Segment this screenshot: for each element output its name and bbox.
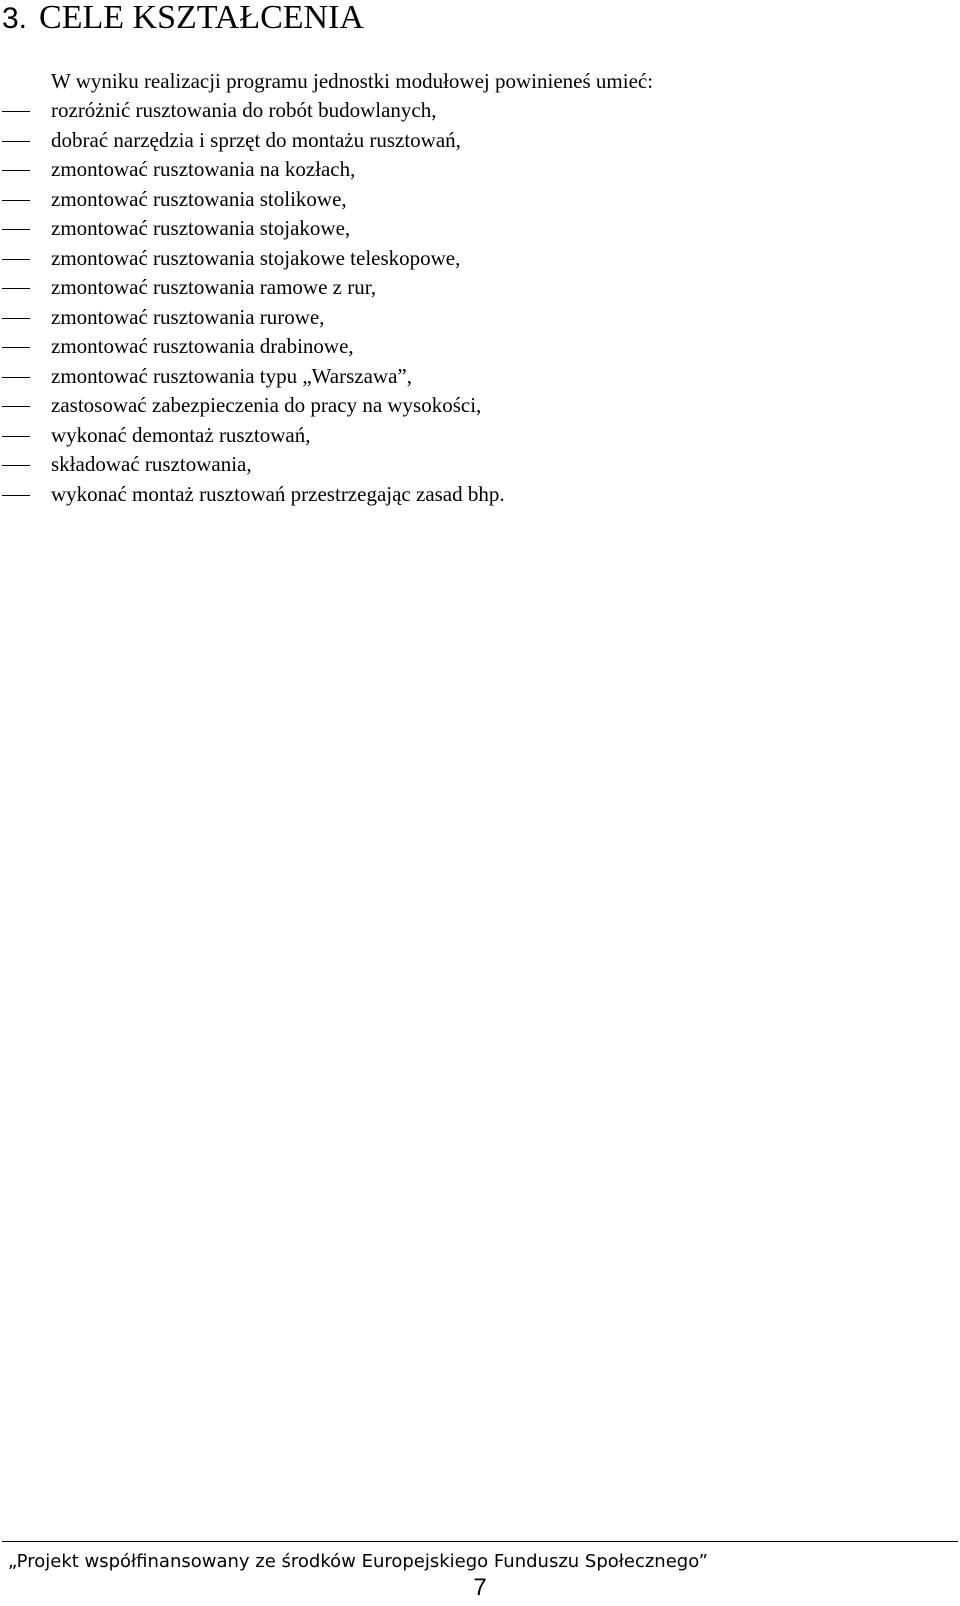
- dash-bullet-icon: [2, 200, 30, 201]
- list-item-text: rozróżnić rusztowania do robót budowlanych,: [51, 98, 437, 122]
- footer-divider: [2, 1541, 958, 1542]
- list-item-text: zmontować rusztowania na kozłach,: [51, 157, 356, 181]
- page-number: 7: [473, 1574, 487, 1601]
- list-item-text: dobrać narzędzia i sprzęt do montażu rusztowań,: [51, 127, 461, 152]
- dash-bullet-icon: [2, 495, 30, 496]
- dash-bullet-icon: [2, 436, 30, 437]
- section-title: CELE KSZTAŁCENIA: [39, 0, 364, 36]
- list-item: [0, 244, 505, 274]
- list-item: [0, 450, 505, 480]
- list-item-text: wykonać demontaż rusztowań,: [51, 422, 311, 447]
- dash-bullet-icon: [2, 347, 30, 348]
- dash-bullet-icon: [2, 111, 30, 112]
- objectives-list: [0, 96, 505, 509]
- list-item: [0, 332, 505, 362]
- list-item: [0, 391, 505, 421]
- list-item: [0, 214, 505, 244]
- list-item-text: zmontować rusztowania stolikowe,: [51, 186, 347, 211]
- list-item-text: wykonać montaż rusztowań przestrzegając zasad bhp.: [51, 481, 505, 506]
- list-item-text: zmontować rusztowania drabinowe,: [51, 334, 354, 358]
- list-item: [0, 480, 505, 510]
- list-item: [0, 421, 505, 451]
- list-item: [0, 185, 505, 215]
- section-heading: [2, 0, 364, 37]
- list-item-text: zmontować rusztowania ramowe z rur,: [51, 275, 377, 299]
- dash-bullet-icon: [2, 141, 30, 142]
- list-item-text: zmontować rusztowania stojakowe teleskopowe,: [51, 245, 461, 270]
- section-number: 3.: [2, 2, 28, 35]
- dash-bullet-icon: [2, 318, 30, 319]
- list-item: [0, 96, 505, 126]
- footer-project-note: „Projekt współfinansowany ze środków Europejskiego Funduszu Społecznego”: [8, 1551, 708, 1572]
- dash-bullet-icon: [2, 377, 30, 378]
- intro-text: W wyniku realizacji programu jednostki modułowej powinieneś umieć:: [51, 69, 654, 93]
- list-item-text: zmontować rusztowania typu „Warszawa”,: [51, 363, 412, 388]
- dash-bullet-icon: [2, 259, 30, 260]
- list-item: [0, 126, 505, 156]
- list-item: [0, 362, 505, 392]
- dash-bullet-icon: [2, 170, 30, 171]
- list-item: [0, 303, 505, 333]
- list-item-text: zmontować rusztowania stojakowe,: [51, 216, 351, 240]
- list-item: [0, 155, 505, 185]
- dash-bullet-icon: [2, 465, 30, 466]
- list-item-text: zastosować zabezpieczenia do pracy na wysokości,: [51, 393, 482, 417]
- list-item-text: składować rusztowania,: [51, 452, 252, 476]
- dash-bullet-icon: [2, 288, 30, 289]
- dash-bullet-icon: [2, 229, 30, 230]
- dash-bullet-icon: [2, 406, 30, 407]
- list-item: [0, 273, 505, 303]
- list-item-text: zmontować rusztowania rurowe,: [51, 304, 325, 329]
